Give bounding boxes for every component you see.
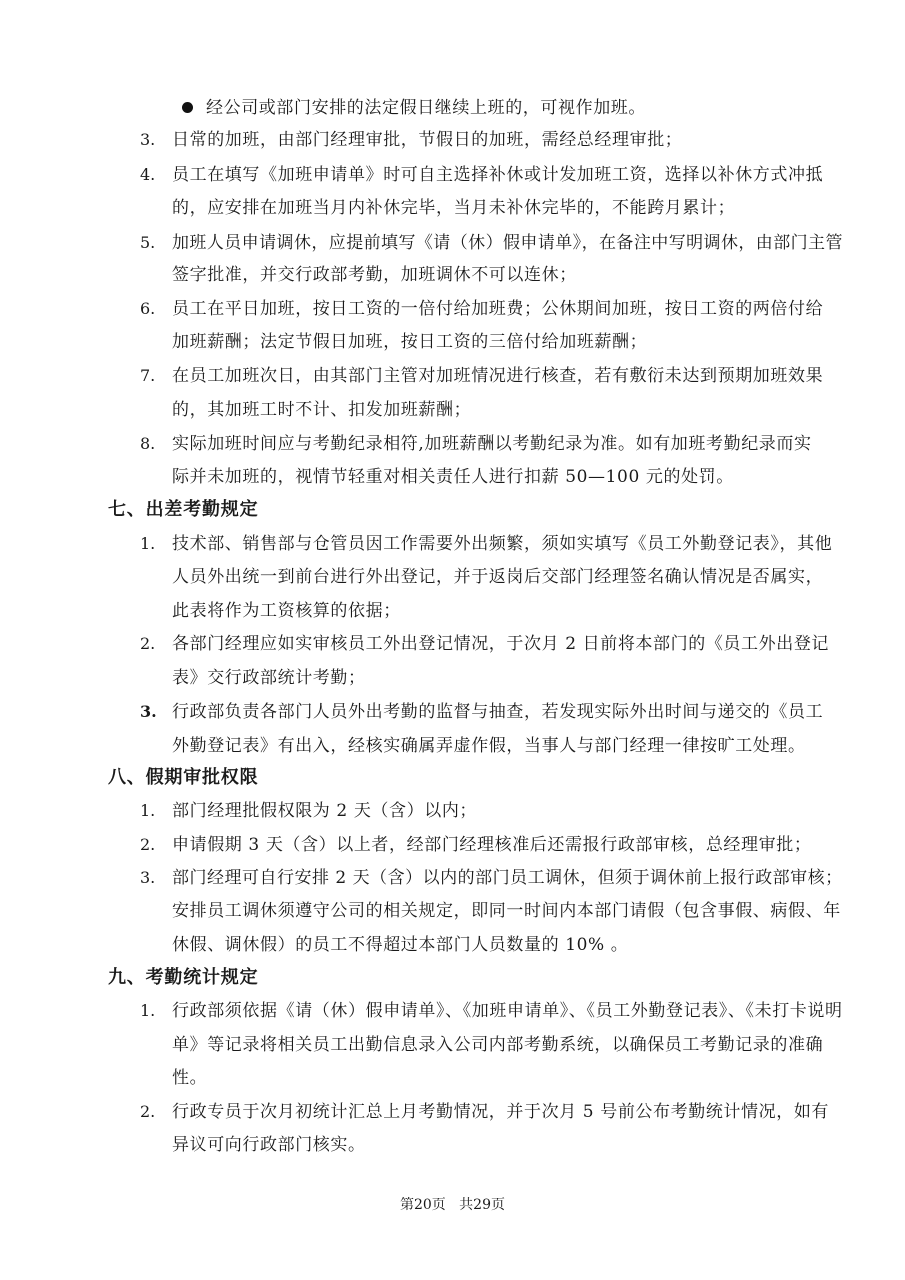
item-text-line: 行政专员于次月初统计汇总上月考勤情况，并于次月 5 号前公布考勤统计情况，如有	[172, 1102, 830, 1122]
item-text-line: 部门经理批假权限为 2 天（含）以内；	[172, 801, 478, 821]
item-number: 2.	[140, 634, 156, 653]
item-text-line: 行政部负责各部门人员外出考勤的监督与抽查，若发现实际外出时间与递交的《员工	[172, 702, 824, 722]
item-number: 7.	[140, 366, 156, 385]
item-text-line: 的，应安排在加班当月内补休完毕，当月未补休完毕的，不能跨月累计；	[172, 198, 736, 218]
item-text-line: 技术部、销售部与仓管员因工作需要外出频繁，须如实填写《员工外勤登记表》，其他	[172, 534, 833, 554]
item-text-line: 的，其加班工时不计、扣发加班薪酬；	[172, 400, 472, 420]
page-number: 第20页	[399, 1197, 446, 1213]
page-total: 共29页	[459, 1197, 505, 1213]
item-text-line: 人员外出统一到前台进行外出登记，并于返岗后交部门经理签名确认情况是否属实，	[172, 567, 824, 587]
item-text-line: 单》等记录将相关员工出勤信息录入公司内部考勤系统，以确保员工考勤记录的准确	[172, 1035, 824, 1055]
item-number: 6.	[140, 299, 156, 318]
item-text-line: 各部门经理应如实审核员工外出登记情况，于次月 2 日前将本部门的《员工外出登记	[172, 634, 830, 654]
bullet-icon	[182, 102, 193, 113]
item-text-line: 申请假期 3 天（含）以上者，经部门经理核准后还需报行政部审核，总经理审批；	[172, 835, 812, 855]
item-number: 1.	[140, 1001, 156, 1020]
item-number: 5.	[140, 233, 156, 252]
item-number: 4.	[140, 165, 156, 184]
item-text-line: 经公司或部门安排的法定假日继续上班的，可视作加班。	[206, 98, 646, 118]
item-text-line: 表》交行政部统计考勤；	[172, 668, 366, 688]
section-heading-text: 七、出差考勤规定	[108, 499, 259, 520]
item-number: 8.	[140, 434, 156, 453]
section-heading-text: 八、假期审批权限	[108, 767, 259, 788]
item-text-line: 安排员工调休须遵守公司的相关规定，即同一时间内本部门请假（包含事假、病假、年	[172, 901, 841, 921]
item-text-line: 异议可向行政部门核实。	[172, 1135, 366, 1155]
item-number: 2.	[140, 835, 156, 854]
item-text-line: 部门经理可自行安排 2 天（含）以内的部门员工调休，但须于调休前上报行政部审核；	[172, 868, 843, 888]
item-text-line: 际并未加班的，视情节轻重对相关责任人进行扣薪 50—100 元的处罚。	[172, 467, 734, 487]
item-number: 1.	[140, 534, 156, 553]
item-text-line: 休假、调休假）的员工不得超过本部门人员数量的 10% 。	[172, 935, 629, 955]
item-text-line: 实际加班时间应与考勤纪录相符,加班薪酬以考勤纪录为准。如有加班考勤纪录而实	[172, 434, 812, 454]
item-text-line: 员工在平日加班，按日工资的一倍付给加班费；公休期间加班，按日工资的两倍付给	[172, 299, 824, 319]
item-text-line: 性。	[172, 1068, 208, 1088]
item-text-line: 外勤登记表》有出入，经核实确属弄虚作假，当事人与部门经理一律按旷工处理。	[172, 736, 806, 756]
item-number: 3.	[140, 702, 157, 721]
item-text-line: 在员工加班次日，由其部门主管对加班情况进行核查，若有敷衍未达到预期加班效果	[172, 366, 824, 386]
item-text-line: 行政部须依据《请（休）假申请单》、《加班申请单》、《员工外勤登记表》、《未打卡说明	[172, 1001, 843, 1021]
item-number: 3.	[140, 130, 156, 149]
page-footer	[0, 1196, 905, 1214]
item-text-line: 日常的加班，由部门经理审批，节假日的加班，需经总经理审批；	[172, 130, 683, 150]
section-heading-text: 九、考勤统计规定	[108, 967, 259, 988]
item-number: 2.	[140, 1102, 156, 1121]
item-number: 1.	[140, 801, 156, 820]
item-text-line: 加班薪酬；法定节假日加班，按日工资的三倍付给加班薪酬；	[172, 332, 648, 352]
item-text-line: 此表将作为工资核算的依据；	[172, 601, 401, 621]
item-text-line: 员工在填写《加班申请单》时可自主选择补休或计发加班工资，选择以补休方式冲抵	[172, 165, 824, 185]
item-text-line: 加班人员申请调休，应提前填写《请（休）假申请单》，在备注中写明调休，由部门主管	[172, 233, 843, 253]
item-text-line: 签字批准，并交行政部考勤，加班调休不可以连休；	[172, 265, 577, 285]
item-number: 3.	[140, 868, 156, 887]
